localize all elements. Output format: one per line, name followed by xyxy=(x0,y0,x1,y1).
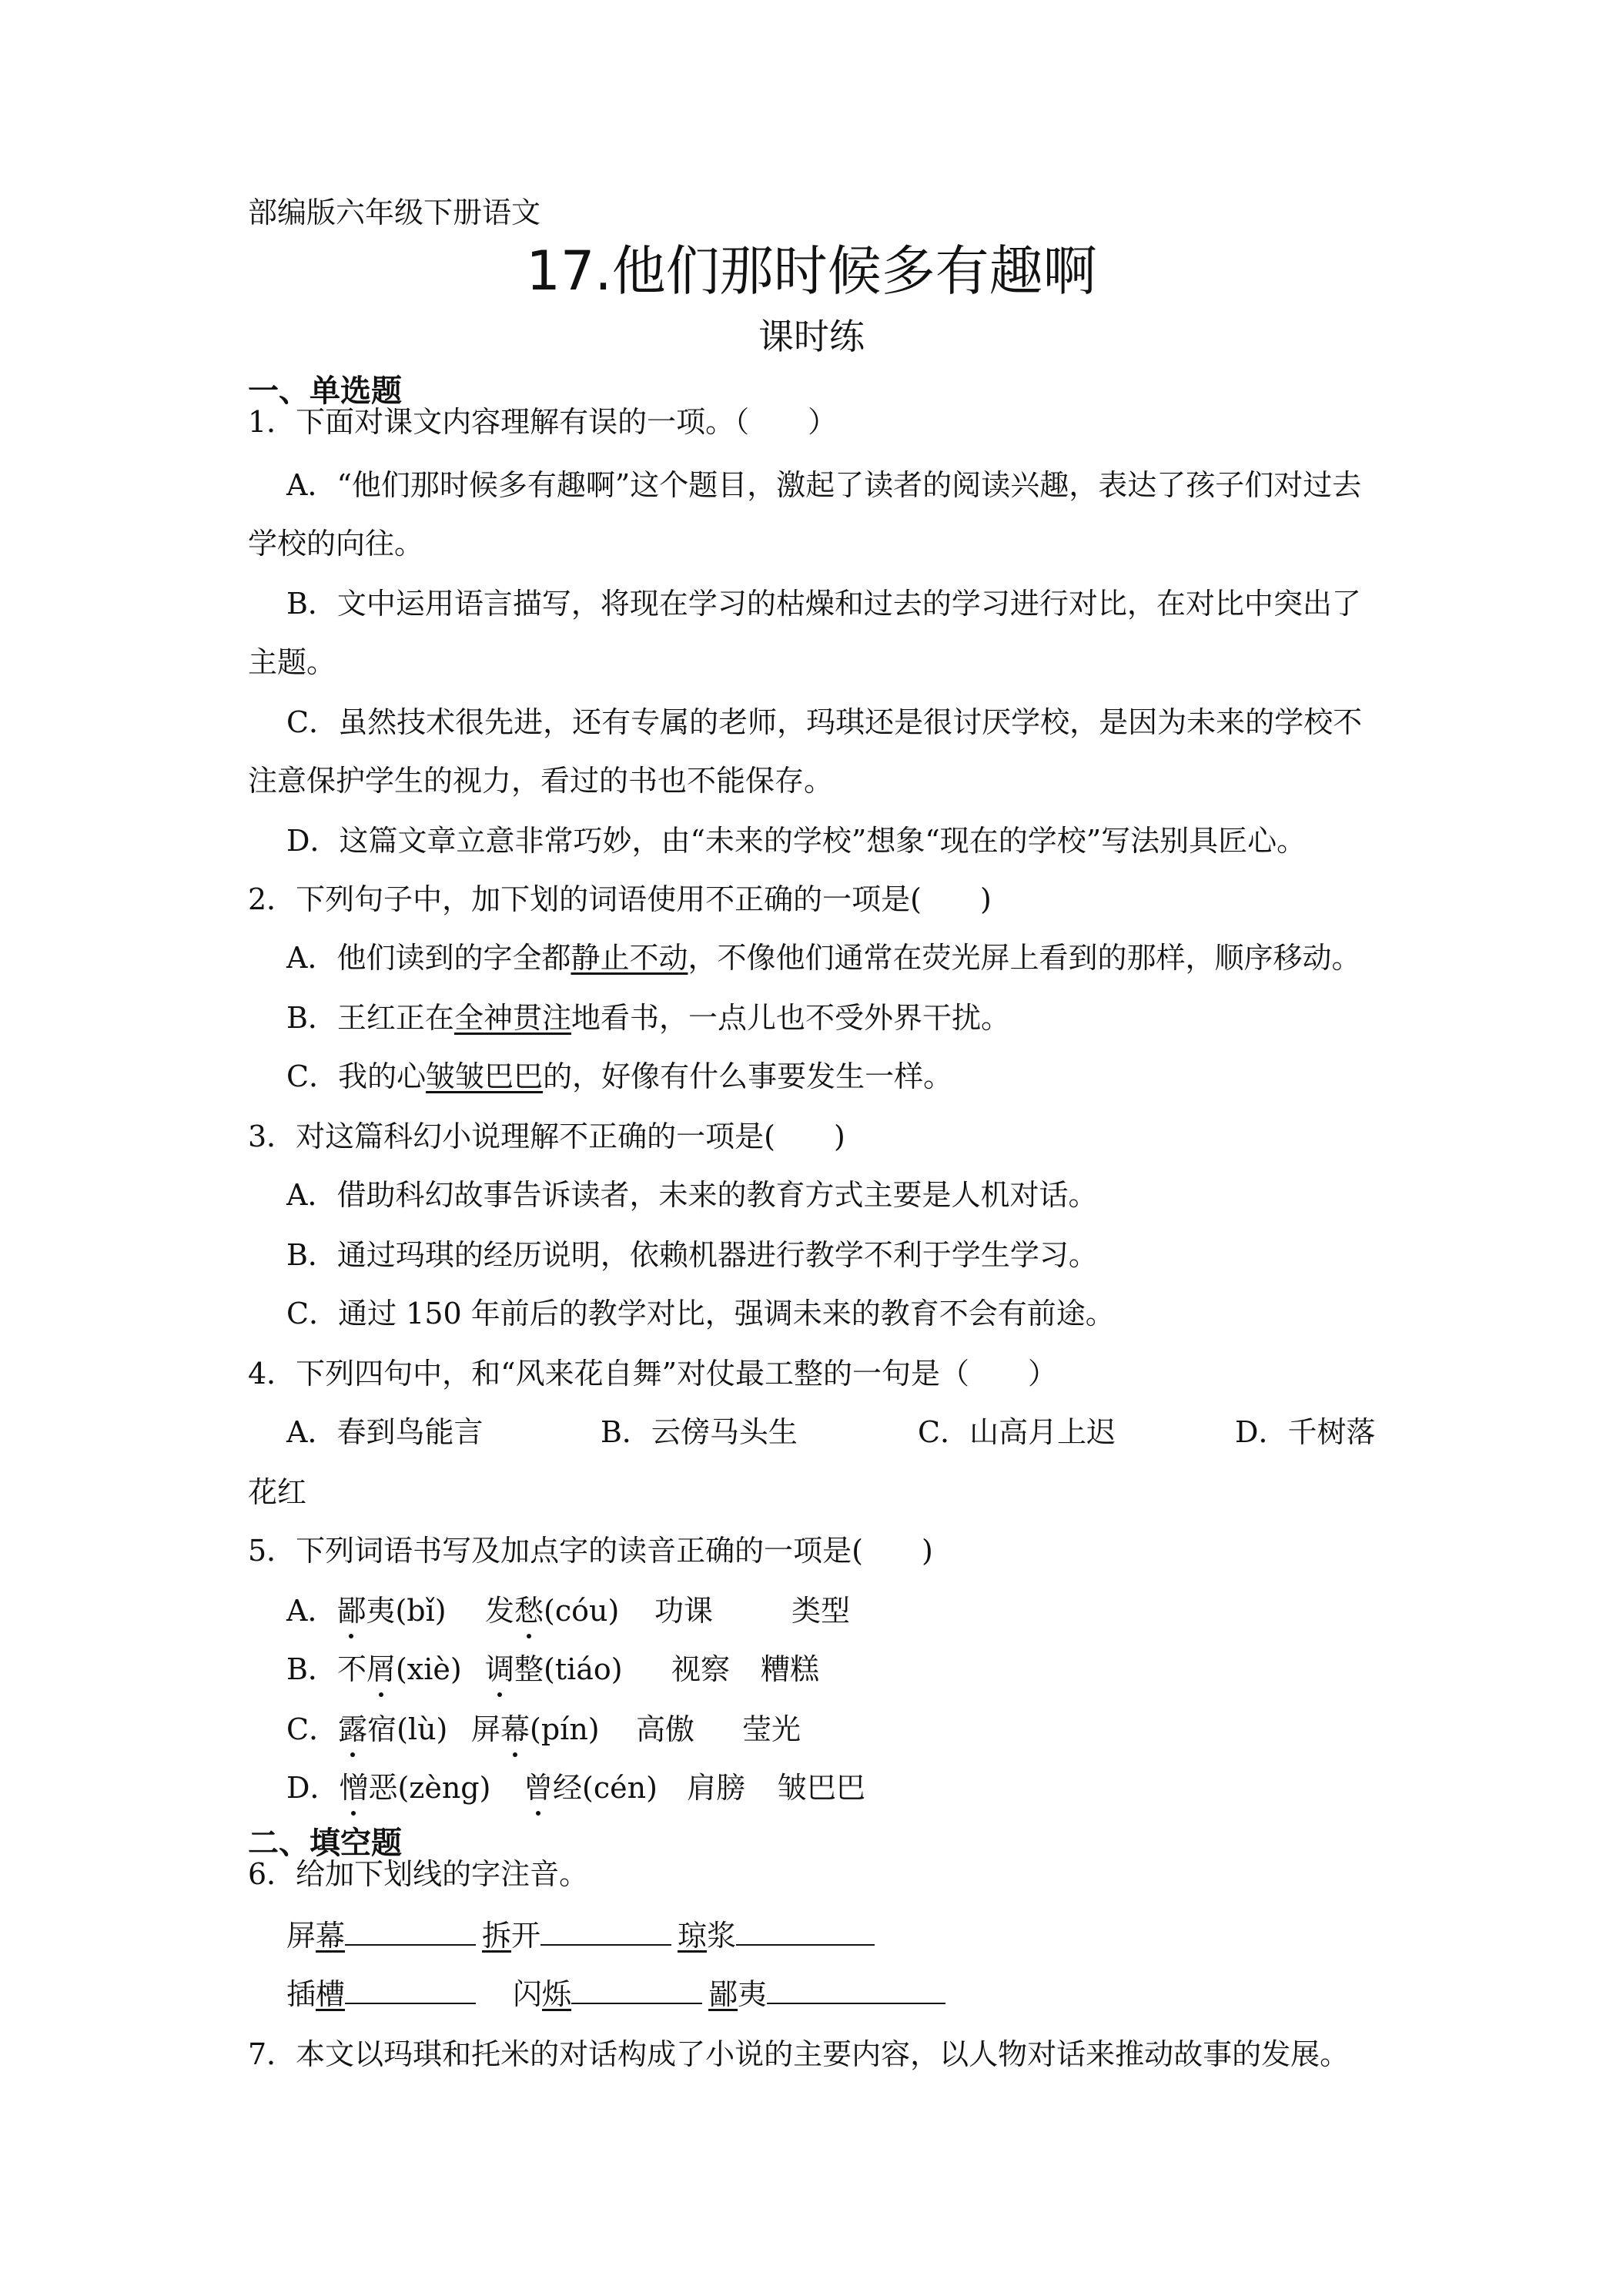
q5-c-w1-dotted: 露 xyxy=(338,1712,368,1746)
q5-d-w2-post: 经(cén) xyxy=(553,1771,658,1805)
q6-r2-1-underlined: 烁 xyxy=(542,1977,572,2011)
q5-b-w1-dotted: 屑 xyxy=(366,1652,396,1686)
q5-c-label: C． xyxy=(286,1712,339,1746)
q2-c-pre: C．我的心 xyxy=(286,1059,427,1093)
answer-blank[interactable] xyxy=(571,1980,702,2004)
q2-option-a xyxy=(286,942,1360,973)
q5-c-w2-post: (pín) xyxy=(530,1712,600,1746)
q5-d-w1-post: 恶(zèng) xyxy=(368,1771,491,1805)
q5-option-b xyxy=(286,1654,462,1685)
q5-a-word2 xyxy=(485,1595,619,1626)
q6-item xyxy=(286,1979,476,2010)
q5-a-label: A． xyxy=(286,1594,337,1628)
q5-b-w2-post: 整(tiáo) xyxy=(514,1652,623,1686)
q7-stem: 7．本文以玛琪和托米的对话构成了小说的主要内容，以人物对话来推动故事的发展。 xyxy=(248,2037,1350,2071)
section-heading-fill-blank: 二、填空题 xyxy=(248,1826,402,1861)
q4-option-a: A．春到鸟能言 xyxy=(286,1415,484,1449)
q5-b-w2-dotted: 调 xyxy=(485,1652,515,1686)
q2-option-c xyxy=(286,1061,952,1092)
q4-option-d-line1: D．千树落 xyxy=(1235,1415,1376,1449)
q2-stem-text: 2．下列句子中，加下划的词语使用不正确的一项是( ) xyxy=(248,882,992,916)
q4-option-c: C．山高月上迟 xyxy=(918,1415,1116,1449)
q5-c-w1-post: 宿(lù) xyxy=(367,1712,448,1746)
q6-r1-0-pre: 屏 xyxy=(286,1919,316,1953)
q5-a-w2-dotted: 愁 xyxy=(514,1594,544,1628)
q6-r2-0-pre: 插 xyxy=(286,1977,316,2011)
q5-a-w1-dotted: 鄙 xyxy=(336,1594,366,1628)
q6-r1-1-post: 开 xyxy=(511,1919,541,1953)
q6-item xyxy=(678,1920,875,1951)
q3-option-c: C．通过 150 年前后的教学对比，强调未来的教育不会有前途。 xyxy=(286,1297,1115,1330)
q5-option-c xyxy=(286,1714,447,1745)
q5-a-w2-pre: 发 xyxy=(485,1594,515,1628)
q6-item xyxy=(513,1979,702,2010)
page-subtitle: 课时练 xyxy=(758,316,865,357)
q5-option-a xyxy=(286,1595,447,1626)
answer-blank[interactable] xyxy=(345,1921,476,1946)
q5-d-w2-dotted: 曾 xyxy=(524,1771,554,1805)
q6-r1-2-post: 浆 xyxy=(707,1919,737,1953)
answer-blank[interactable] xyxy=(540,1921,671,1946)
q2-a-underlined-word: 静止不动 xyxy=(571,941,688,975)
q2-c-underlined-word: 皱皱巴巴 xyxy=(426,1059,544,1093)
q1-option-d: D．这篇文章立意非常巧妙，由“未来的学校”想象“现在的学校”写法别具匠心。 xyxy=(286,824,1307,858)
q4-option-d-line2: 花红 xyxy=(248,1475,307,1509)
q6-item xyxy=(286,1920,476,1951)
q1-option-a-line2: 学校的向往。 xyxy=(248,527,424,561)
q5-c-word3: 高傲 xyxy=(636,1712,695,1746)
q1-option-b-line1: B．文中运用语言描写，将现在学习的枯燥和过去的学习进行对比，在对比中突出了 xyxy=(286,587,1361,621)
q5-c-word4: 莹光 xyxy=(742,1712,801,1746)
q3-option-a: A．借助科幻故事告诉读者，未来的教育方式主要是人机对话。 xyxy=(286,1178,1098,1212)
q5-d-word2 xyxy=(524,1772,658,1803)
q2-a-pre: A．他们读到的字全都 xyxy=(286,941,571,975)
q5-b-word3: 视察 xyxy=(671,1652,731,1686)
q5-a-w1-post: 夷(bǐ) xyxy=(366,1594,447,1628)
answer-blank[interactable] xyxy=(767,1980,945,2004)
q2-a-post: ，不像他们通常在荧光屏上看到的那样，顺序移动。 xyxy=(688,941,1361,975)
q5-c-word2 xyxy=(471,1714,600,1745)
page-title: 17.他们那时候多有趣啊 xyxy=(526,239,1097,303)
q4-option-b: B．云傍马头生 xyxy=(601,1415,798,1449)
q4-stem: 4．下列四句中，和“风来花自舞”对仗最工整的一句是（ ） xyxy=(248,1357,1058,1391)
q3-stem: 3．对这篇科幻小说理解不正确的一项是( ) xyxy=(248,1120,845,1153)
q1-option-a-line1: A．“他们那时候多有趣啊”这个题目，激起了读者的阅读兴趣，表达了孩子们对过去 xyxy=(286,468,1362,502)
q1-stem: 1．下面对课文内容理解有误的一项。（ ） xyxy=(248,405,838,439)
q6-r1-0-underlined: 幕 xyxy=(316,1919,346,1953)
q5-a-word3: 功课 xyxy=(654,1594,714,1628)
q5-c-w2-pre: 屏 xyxy=(471,1712,501,1746)
q5-option-d xyxy=(286,1772,490,1803)
q2-option-b xyxy=(286,1002,1010,1033)
q1-option-b-line2: 主题。 xyxy=(248,645,336,679)
q2-c-post: 的，好像有什么事要发生一样。 xyxy=(543,1059,953,1093)
series-label: 部编版六年级下册语文 xyxy=(248,196,541,229)
q5-d-label: D． xyxy=(286,1771,340,1805)
q5-c-w2-dotted: 幕 xyxy=(500,1712,530,1746)
q5-b-word2 xyxy=(485,1654,623,1685)
q5-b-w1-post: (xiè) xyxy=(395,1652,462,1686)
q5-b-w1-pre: 不 xyxy=(336,1652,366,1686)
answer-blank[interactable] xyxy=(736,1921,875,1946)
q6-r2-2-post: 夷 xyxy=(738,1977,768,2011)
q6-r2-0-underlined: 槽 xyxy=(316,1977,346,2011)
q5-d-word3: 肩膀 xyxy=(687,1771,746,1805)
q5-b-label: B． xyxy=(286,1652,337,1686)
q5-d-w1-dotted: 憎 xyxy=(339,1771,369,1805)
q5-stem: 5．下列词语书写及加点字的读音正确的一项是( ) xyxy=(248,1534,933,1568)
q6-r1-1-underlined: 拆 xyxy=(482,1919,512,1953)
q6-item xyxy=(708,1979,945,2010)
q1-option-c-line1: C．虽然技术很先进，还有专属的老师，玛琪还是很讨厌学校，是因为未来的学校不 xyxy=(286,705,1363,739)
q5-a-word4: 类型 xyxy=(791,1594,851,1628)
q6-r2-2-underlined: 鄙 xyxy=(708,1977,738,2011)
q2-b-underlined-word: 全神贯注 xyxy=(453,1001,571,1035)
q1-option-c-line2: 注意保护学生的视力，看过的书也不能保存。 xyxy=(248,764,834,798)
q6-stem: 6．给加下划线的字注音。 xyxy=(248,1857,589,1891)
q2-b-post: 地看书，一点儿也不受外界干扰。 xyxy=(571,1001,1010,1035)
q5-d-word4: 皱巴巴 xyxy=(778,1771,866,1805)
answer-blank[interactable] xyxy=(345,1980,476,2004)
section-heading-single-choice: 一、单选题 xyxy=(248,373,402,409)
q5-a-w2-post: (cóu) xyxy=(544,1594,620,1628)
q2-b-pre: B．王红正在 xyxy=(286,1001,454,1035)
q6-r2-1-pre: 闪 xyxy=(513,1977,543,2011)
q5-b-word4: 糟糕 xyxy=(761,1652,820,1686)
q6-item xyxy=(482,1920,671,1951)
q6-r1-2-underlined: 琼 xyxy=(678,1919,708,1953)
q3-option-b: B．通过玛琪的经历说明，依赖机器进行教学不利于学生学习。 xyxy=(286,1238,1098,1272)
